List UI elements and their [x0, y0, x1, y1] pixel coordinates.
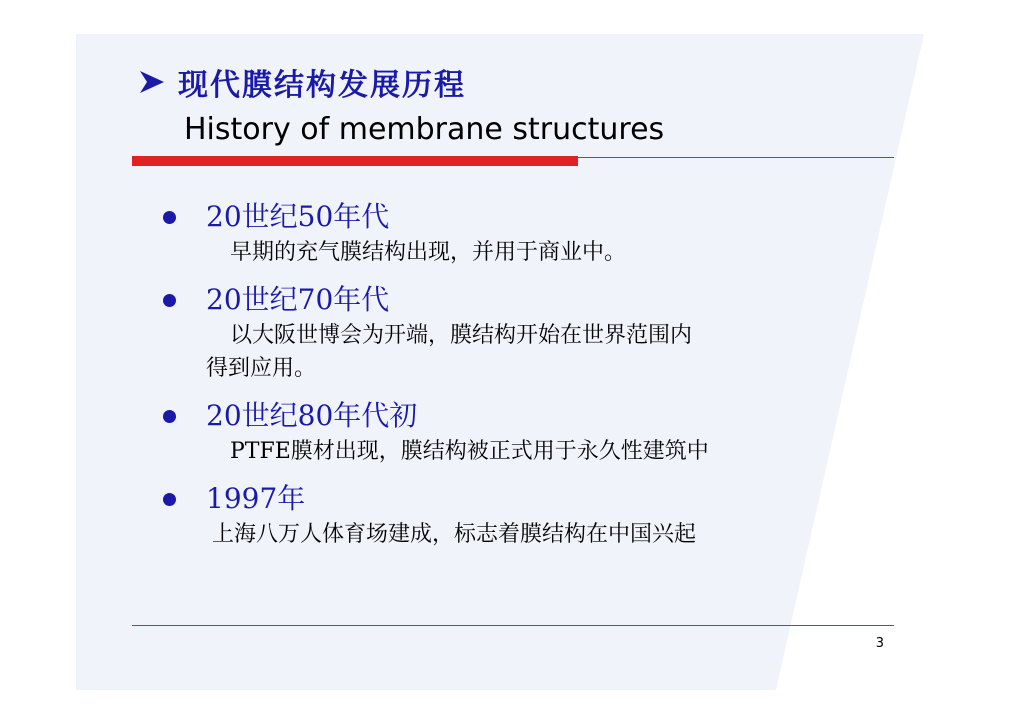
history-item: [160, 198, 880, 269]
bullet-dot-icon: [163, 211, 176, 224]
history-item-text: 以大阪世博会为开端，膜结构开始在世界范围内: [230, 323, 693, 348]
history-item-text: 得到应用。: [206, 356, 317, 381]
history-item-text: PTFE膜材出现，膜结构被正式用于永久性建筑中: [230, 439, 709, 464]
history-item: [160, 480, 880, 551]
history-bullet-list: [160, 198, 880, 551]
history-item-text: 早期的充气膜结构出现，并用于商业中。: [230, 240, 627, 265]
slide-title-row: [136, 60, 466, 104]
footer-rule: [132, 625, 894, 626]
bullet-dot-icon: [163, 410, 176, 423]
history-item-text: 上海八万人体育场建成，标志着膜结构在中国兴起: [212, 522, 697, 547]
title-underline-thick: [132, 156, 578, 166]
history-item: [160, 281, 880, 385]
title-underline-thin: [578, 157, 894, 158]
bullet-dot-icon: [163, 294, 176, 307]
bullet-dot-icon: [163, 493, 176, 506]
page-number: 3: [875, 636, 884, 651]
history-item-heading: 1997年: [206, 482, 306, 515]
slide-title: 现代膜结构发展历程: [178, 68, 466, 103]
history-item-heading: 20世纪50年代: [206, 200, 390, 233]
slide-subtitle: History of membrane structures: [184, 112, 665, 147]
arrow-bullet-icon: [136, 67, 166, 97]
history-item: [160, 397, 880, 468]
history-item-heading: 20世纪80年代初: [206, 399, 418, 432]
history-item-heading: 20世纪70年代: [206, 283, 390, 316]
